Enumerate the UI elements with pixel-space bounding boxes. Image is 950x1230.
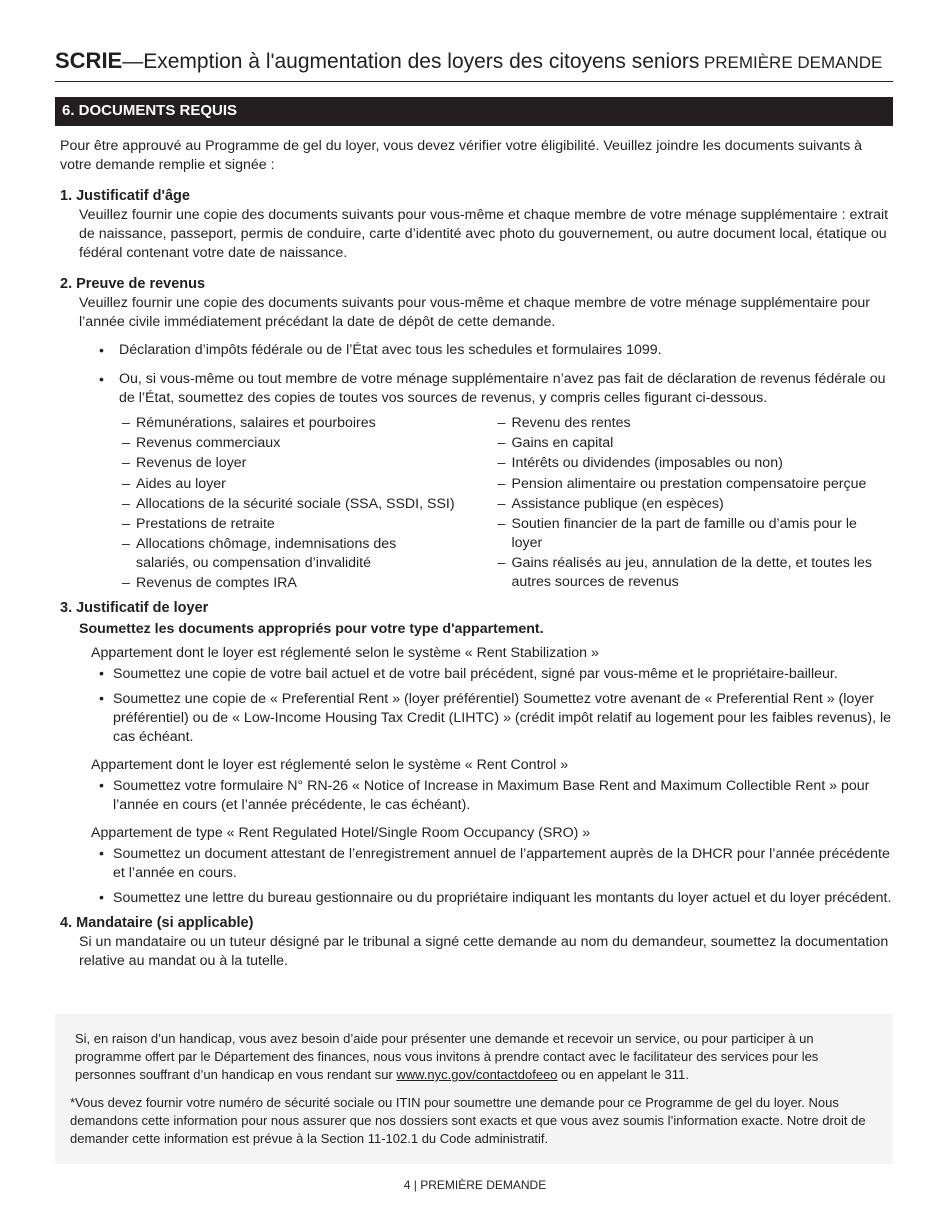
income-text: Veuillez fournir une copie des documents suivants pour vous-même et chaque membre de votre ménage supplémentaire pour l’année civile immédiatement précédant la date de dépôt de cette demande. <box>79 295 871 330</box>
rent-subheading: Soumettez les documents appropriés pour votre type d'appartement. <box>79 620 544 637</box>
age-proof-block <box>60 187 892 263</box>
rent-control-list <box>93 777 892 815</box>
intro-text: Pour être approuvé au Programme de gel du loyer, vous devez vérifier votre éligibilité. Veuillez joindre les documents suivants à votre demande remplie et signée : <box>60 138 863 173</box>
list-item: – Pension alimentaire ou prestation compensatoire perçue <box>498 475 892 494</box>
notice-text-end: ou en appelant le 311. <box>557 1067 689 1082</box>
list-item: – Revenus de comptes IRA <box>122 574 498 593</box>
sro-heading: Appartement de type « Rent Regulated Hotel/Single Room Occupancy (SRO) » <box>91 824 591 841</box>
page-header <box>55 48 893 82</box>
income-sources-right <box>498 414 892 595</box>
page-footer: 4 | PREMIÈRE DEMANDE <box>403 1178 547 1192</box>
contact-link[interactable]: www.nyc.gov/contactdofeeo <box>396 1067 558 1082</box>
rent-control-heading: Appartement dont le loyer est réglementé selon le système « Rent Control » <box>91 756 569 773</box>
list-item: – Allocations chômage, indemnisations des salariés, ou compensation d’invalidité <box>122 535 422 573</box>
rent-stabilization-heading: Appartement dont le loyer est réglementé selon le système « Rent Stabilization » <box>91 644 599 661</box>
income-bullets <box>99 341 892 408</box>
list-item: • Soumettez une copie de « Preferential Rent » (loyer préférentiel) Soumettez votre avenant de « Preferential Rent » (loyer préférentiel) ou de « Low-Income Housing Tax Credit (LIHTC) » (crédit impôt relatif au logement pour les faibles revenus), le cas échéant. <box>93 690 892 747</box>
list-item: • Ou, si vous-même ou tout membre de votre ménage supplémentaire n’avez pas fait de déclaration de revenus fédérale ou de l’État, soumettez des copies de toutes vos sources de revenus, y compris celles figurant ci-dessous. <box>99 370 892 408</box>
income-heading: 2. Preuve de revenus <box>60 276 206 292</box>
list-item: – Prestations de retraite <box>122 515 498 534</box>
income-sources-left <box>122 414 498 595</box>
age-heading: 1. Justificatif d'âge <box>60 188 190 204</box>
documents-content <box>60 137 892 983</box>
age-text: Veuillez fournir une copie des documents suivants pour vous-même et chaque membre de votre ménage supplémentaire : extrait de naissance, passeport, permis de conduire, carte d’identité avec photo du gouvernement, ou autre document local, étatique ou fédéral contenant votre date de naissance. <box>79 207 889 261</box>
income-sources-columns <box>122 414 892 595</box>
list-item: – Allocations de la sécurité sociale (SSA, SSDI, SSI) <box>122 495 498 514</box>
sro-list <box>93 845 892 908</box>
list-item: – Rémunérations, salaires et pourboires <box>122 414 498 433</box>
proxy-block <box>60 914 892 971</box>
list-item: • Soumettez votre formulaire N° RN-26 « Notice of Increase in Maximum Base Rent and Maximum Collectible Rent » pour l’année en cours (et l’année précédente, le cas échéant). <box>93 777 892 815</box>
page-subtitle: PREMIÈRE DEMANDE <box>703 53 883 72</box>
header-dash: — <box>122 50 144 73</box>
list-item: – Aides au loyer <box>122 475 498 494</box>
list-item: – Gains réalisés au jeu, annulation de la dette, et toutes les autres sources de revenus <box>498 554 892 592</box>
list-item: – Revenu des rentes <box>498 414 892 433</box>
list-item: • Déclaration d’impôts fédérale ou de l’État avec tous les schedules et formulaires 1099. <box>99 341 892 360</box>
page-title: Exemption à l'augmentation des loyers des citoyens seniors <box>143 50 700 73</box>
list-item: • Soumettez une lettre du bureau gestionnaire ou du propriétaire indiquant les montants du loyer actuel et du loyer précédent. <box>93 889 892 908</box>
list-item: – Soutien financier de la part de famille ou d’amis pour le loyer <box>498 515 868 553</box>
list-item: • Soumettez une copie de votre bail actuel et de votre bail précédent, signé par vous-même et le propriétaire-bailleur. <box>93 665 892 684</box>
ssn-notice: *Vous devez fournir votre numéro de sécurité sociale ou ITIN pour soumettre une demande pour ce Programme de gel du loyer. Nous demandons cette information pour nous assurer que nos dossiers sont exacts et que vous avez soumis l’information exacte. Notre droit de demander cette information est prévue à la Section 11-102.1 du Code administratif. <box>70 1095 866 1146</box>
rent-heading: 3. Justificatif de loyer <box>60 599 209 616</box>
proxy-text: Si un mandataire ou un tuteur désigné par le tribunal a signé cette demande au nom du demandeur, soumettez la documentation relative au mandat ou à la tutelle. <box>79 933 889 969</box>
notice-box <box>55 1014 893 1164</box>
section-title-bar: 6. DOCUMENTS REQUIS <box>55 97 893 126</box>
income-proof-block <box>60 275 892 595</box>
rent-stabilization-list <box>93 665 892 747</box>
list-item: – Intérêts ou dividendes (imposables ou non) <box>498 454 892 473</box>
accessibility-notice <box>75 1030 873 1084</box>
proxy-heading: 4. Mandataire (si applicable) <box>60 914 254 931</box>
rent-proof-block <box>60 599 892 908</box>
list-item: – Revenus commerciaux <box>122 434 498 453</box>
notice-text-start: Si, en raison d’un handicap, vous avez besoin d’aide pour présenter une demande et recevoir un service, ou pour participer à un programme offert par le Département des finances, nous vous invitons à prendre contact avec le facilitateur des services pour les personnes souffrant d’un handicap en vous rendant sur <box>75 1031 819 1082</box>
list-item: – Assistance publique (en espèces) <box>498 495 892 514</box>
list-item: • Soumettez un document attestant de l’enregistrement annuel de l’appartement auprès de la DHCR pour l’année précédente et l’année en cours. <box>93 845 892 883</box>
list-item: – Gains en capital <box>498 434 892 453</box>
brand-label: SCRIE <box>55 48 123 73</box>
list-item: – Revenus de loyer <box>122 454 498 473</box>
